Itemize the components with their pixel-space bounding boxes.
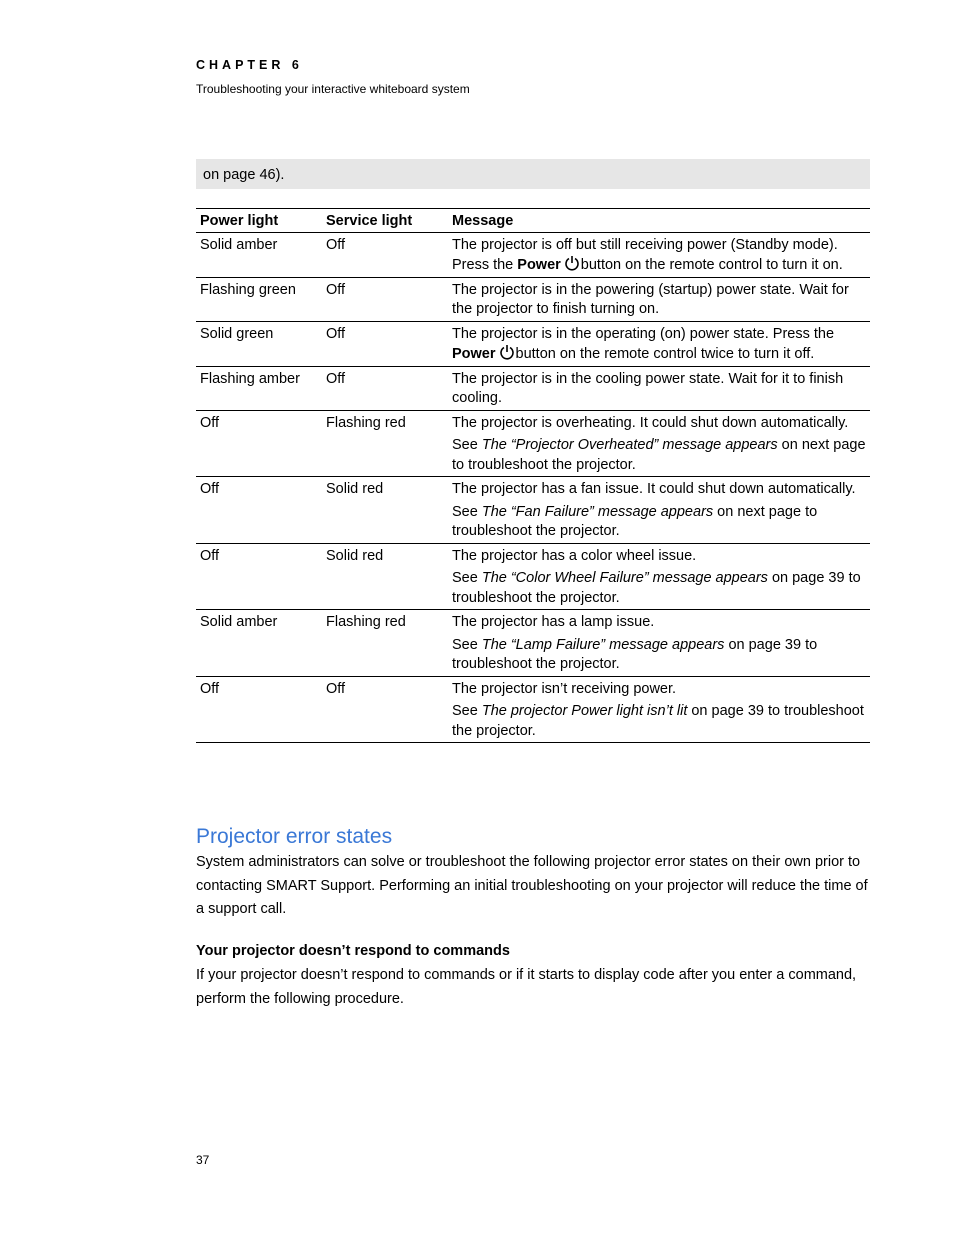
subsection-heading: Your projector doesn’t respond to commands: [196, 943, 510, 959]
message-paragraph: [452, 480, 866, 500]
header-service-light: Service light: [322, 209, 448, 233]
message-paragraph: [452, 414, 866, 434]
cell-service-light: Off: [322, 232, 448, 277]
message-text: The projector has a color wheel issue.: [452, 547, 697, 564]
message-text: See: [452, 703, 482, 719]
message-text: on page 39 to troubleshoot the projector.: [452, 570, 861, 606]
table-row: [196, 277, 870, 321]
cell-service-light: Off: [322, 321, 448, 366]
table-row: [196, 676, 870, 743]
power-icon: [564, 255, 580, 271]
cell-power-light: Off: [196, 543, 322, 610]
cross-reference-text: The “Lamp Failure” message appears: [481, 636, 725, 653]
message-text: The projector is off but still receiving power (Standby mode). Press the: [452, 236, 838, 273]
message-paragraph: [452, 613, 866, 633]
chapter-label: CHAPTER 6: [196, 58, 303, 72]
cross-reference-text: The “Projector Overheated” message appears: [481, 437, 778, 453]
message-paragraph: [452, 370, 866, 409]
chapter-title: Troubleshooting your interactive whiteboard system: [196, 82, 470, 96]
table-row: [196, 610, 870, 677]
message-paragraph: [452, 281, 866, 320]
cell-service-light: Solid red: [322, 543, 448, 610]
message-paragraph: [452, 325, 866, 365]
message-paragraph: [452, 702, 866, 741]
cell-power-light: Solid green: [196, 321, 322, 366]
cell-message: [448, 366, 870, 410]
message-paragraph: [452, 236, 866, 276]
message-paragraph: [452, 636, 866, 675]
cell-service-light: Off: [322, 676, 448, 743]
cell-message: [448, 321, 870, 366]
message-paragraph: [452, 436, 866, 475]
message-paragraph: [452, 569, 866, 608]
cell-message: [448, 232, 870, 277]
section-heading: Projector error states: [196, 825, 393, 848]
message-text: on next page to troubleshoot the projector.: [452, 437, 866, 473]
message-text: See: [452, 503, 482, 520]
cell-power-light: Off: [196, 676, 322, 743]
message-text: The projector is in the operating (on) power state. Press the: [452, 325, 835, 342]
cross-reference-text: The projector Power light isn’t lit: [481, 703, 688, 719]
cross-reference-text: The “Fan Failure” message appears: [481, 503, 714, 520]
message-paragraph: [452, 503, 866, 542]
subsection-body: If your projector doesn’t respond to commands or if it starts to display code after you enter a command, perform the following procedure.: [196, 967, 857, 1007]
message-text: The projector has a lamp issue.: [452, 614, 655, 630]
cell-service-light: Off: [322, 277, 448, 321]
message-text: The projector isn’t receiving power.: [452, 680, 677, 697]
message-text: button on the remote control twice to turn it off.: [515, 346, 815, 362]
cell-service-light: Flashing red: [322, 410, 448, 477]
cell-power-light: Solid amber: [196, 610, 322, 677]
light-status-table: [196, 208, 870, 743]
cell-power-light: Solid amber: [196, 232, 322, 277]
message-text: on page 39 to troubleshoot the projector.: [452, 636, 818, 672]
message-text: on next page to troubleshoot the projector.: [452, 503, 818, 539]
table-row: [196, 543, 870, 610]
cell-power-light: Off: [196, 410, 322, 477]
page-number: 37: [196, 1153, 210, 1167]
message-paragraph: [452, 680, 866, 700]
table-row: [196, 321, 870, 366]
table-body: [196, 232, 870, 743]
cell-power-light: Flashing green: [196, 277, 322, 321]
bold-text: Power: [452, 346, 496, 362]
cell-message: [448, 610, 870, 677]
cross-reference-text: The “Color Wheel Failure” message appears: [481, 570, 768, 586]
cell-message: [448, 410, 870, 477]
message-text: The projector is overheating. It could shut down automatically.: [452, 414, 849, 431]
message-text: button on the remote control to turn it on.: [580, 257, 843, 273]
cell-power-light: Off: [196, 477, 322, 544]
section-intro: System administrators can solve or troubleshoot the following projector error states on their own prior to contacting SMART Support. Performing an initial troubleshooting on your projector will reduce the time of a support call.: [196, 854, 868, 917]
message-text: See: [452, 570, 482, 586]
table-row: [196, 366, 870, 410]
message-text: The projector is in the powering (startup) power state. Wait for the projector to finish turning on.: [452, 281, 849, 317]
message-text: The projector has a fan issue. It could shut down automatically.: [452, 481, 856, 497]
message-text: See: [452, 636, 482, 653]
cell-service-light: Flashing red: [322, 610, 448, 677]
cell-service-light: Off: [322, 366, 448, 410]
continued-note: on page 46).: [196, 159, 870, 189]
cell-message: [448, 477, 870, 544]
bold-text: Power: [517, 257, 561, 273]
cell-power-light: Flashing amber: [196, 366, 322, 410]
table-row: [196, 410, 870, 477]
table-row: [196, 477, 870, 544]
cell-message: [448, 543, 870, 610]
message-text: See: [452, 437, 482, 453]
cell-service-light: Solid red: [322, 477, 448, 544]
cell-message: [448, 676, 870, 743]
table-row: [196, 232, 870, 277]
power-icon: [499, 344, 515, 360]
header-power-light: Power light: [196, 209, 322, 233]
cell-message: [448, 277, 870, 321]
header-message: Message: [448, 209, 870, 233]
table-header-row: [196, 209, 870, 233]
message-text: The projector is in the cooling power state. Wait for it to finish cooling.: [452, 370, 844, 406]
message-text: on page 39 to troubleshoot the projector.: [452, 703, 864, 739]
message-paragraph: [452, 547, 866, 567]
